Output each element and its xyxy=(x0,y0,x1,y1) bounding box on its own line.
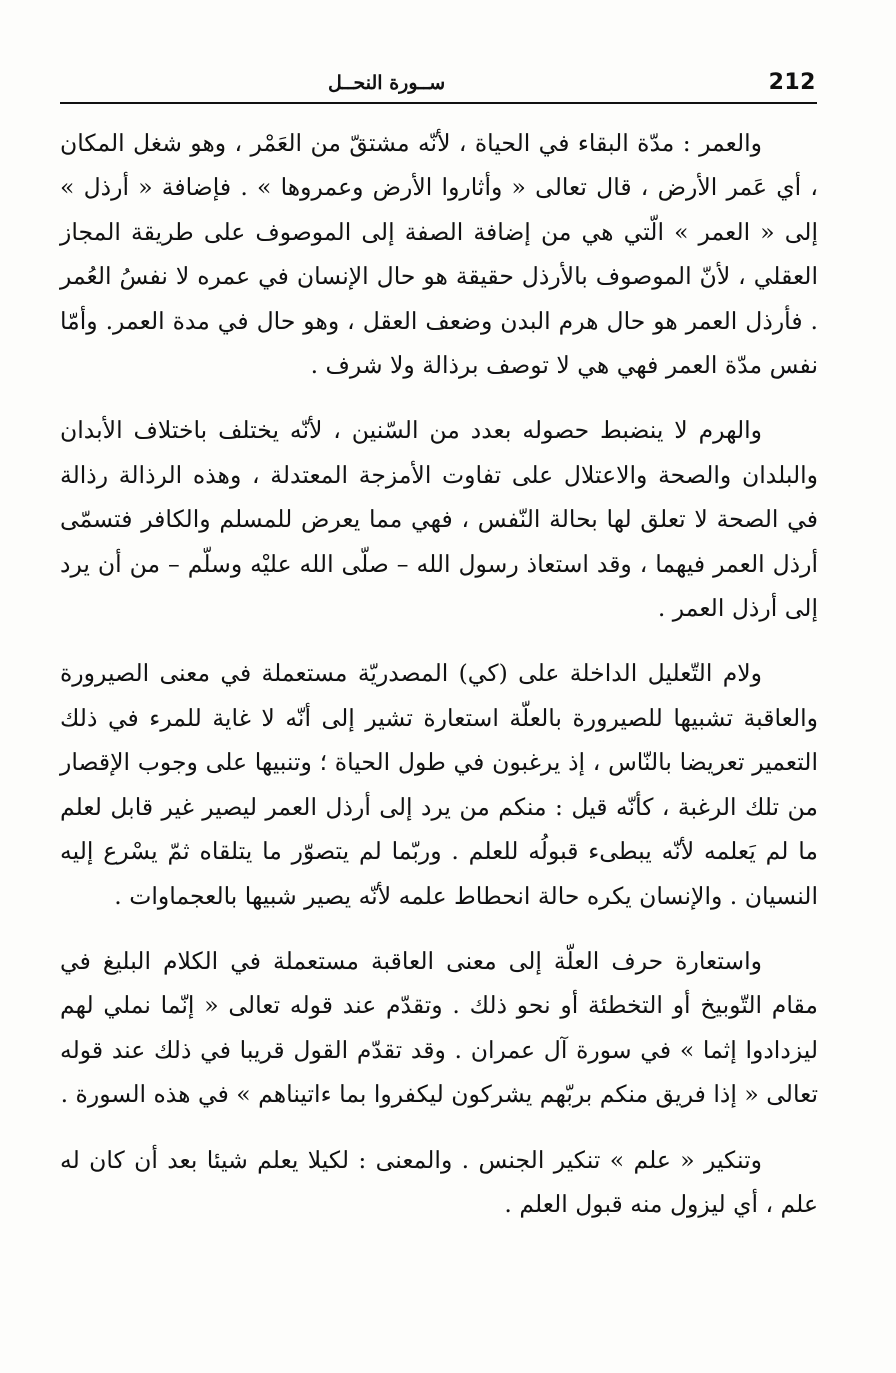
paragraph-5: وتنكير « علم » تنكير الجنس . والمعنى : لكيلا يعلم شيئا بعد أن كان له علم ، أي ليزول منه قبول العلم . xyxy=(60,1145,818,1218)
paragraph-3: ولام التّعليل الداخلة على (كي) المصدريّة مستعملة في معنى الصيرورة والعاقبة تشبيها للصيرورة بالعلّة استعارة تشير إلى أنّه لا غاية للمرء في ذلك التعمير تعريضا بالنّاس ، إذ يرغبون في طول الحياة ؛ وتنبيها على وجوب الإقصار من تلك الرغبة ، كأنّه قيل : منكم من يرد إلى أرذل العمر ليصير غير قابل لعلم ما لم يَعلمه لأنّه يبطىء قبولُه للعلم . وربّما لم يتصوّر ما يتلقاه ثمّ يسْرع إليه النسيان . والإنسان يكره حالة انحطاط علمه لأنّه يصير شبيها بالعجماوات . xyxy=(60,659,818,910)
page-body xyxy=(60,121,818,1226)
page-number: 212 xyxy=(768,70,816,95)
paragraph-1: والعمر : مدّة البقاء في الحياة ، لأنّه مشتقّ من العَمْر ، وهو شغل المكان ، أي عَمر الأرض ، قال تعالى « وأثاروا الأرض وعمروها » . فإضافة « أرذل » إلى « العمر » الّتي هي من إضافة الصفة إلى الموصوف على طريقة المجاز العقلي ، لأنّ الموصوف بالأرذل حقيقة هو حال الإنسان في عمره لا نفسُ العُمر . فأرذل العمر هو حال هرم البدن وضعف العقل ، وهو حال في مدة العمر. وأمّا نفس مدّة العمر فهي هي لا توصف برذالة ولا شرف . xyxy=(60,129,818,380)
surah-title: ســورة النحــل xyxy=(328,72,446,94)
running-header xyxy=(58,66,816,102)
paragraph-2: والهرم لا ينضبط حصوله بعدد من السّنين ، لأنّه يختلف باختلاف الأبدان والبلدان والصحة والاعتلال على تفاوت الأمزجة المعتدلة ، وهذه الرذالة رذالة في الصحة لا تعلق لها بحالة النّفس ، فهي مما يعرض للمسلم والكافر فتسمّى أرذل العمر فيهما ، وقد استعاذ رسول الله – صلّى الله عليْه وسلّم – من أن يرد إلى أرذل العمر . xyxy=(60,416,818,623)
paragraph-4: واستعارة حرف العلّة إلى معنى العاقبة مستعملة في الكلام البليغ في مقام التّوبيخ أو التخطئة أو نحو ذلك . وتقدّم عند قوله تعالى « إنّما نملي لهم ليزدادوا إثما » في سورة آل عمران . وقد تقدّم القول قريبا في ذلك عند قوله تعالى « إذا فريق منكم بربّهم يشركون ليكفروا بما ءاتيناهم » في هذه السورة . xyxy=(60,946,818,1109)
header-rule xyxy=(60,102,817,104)
